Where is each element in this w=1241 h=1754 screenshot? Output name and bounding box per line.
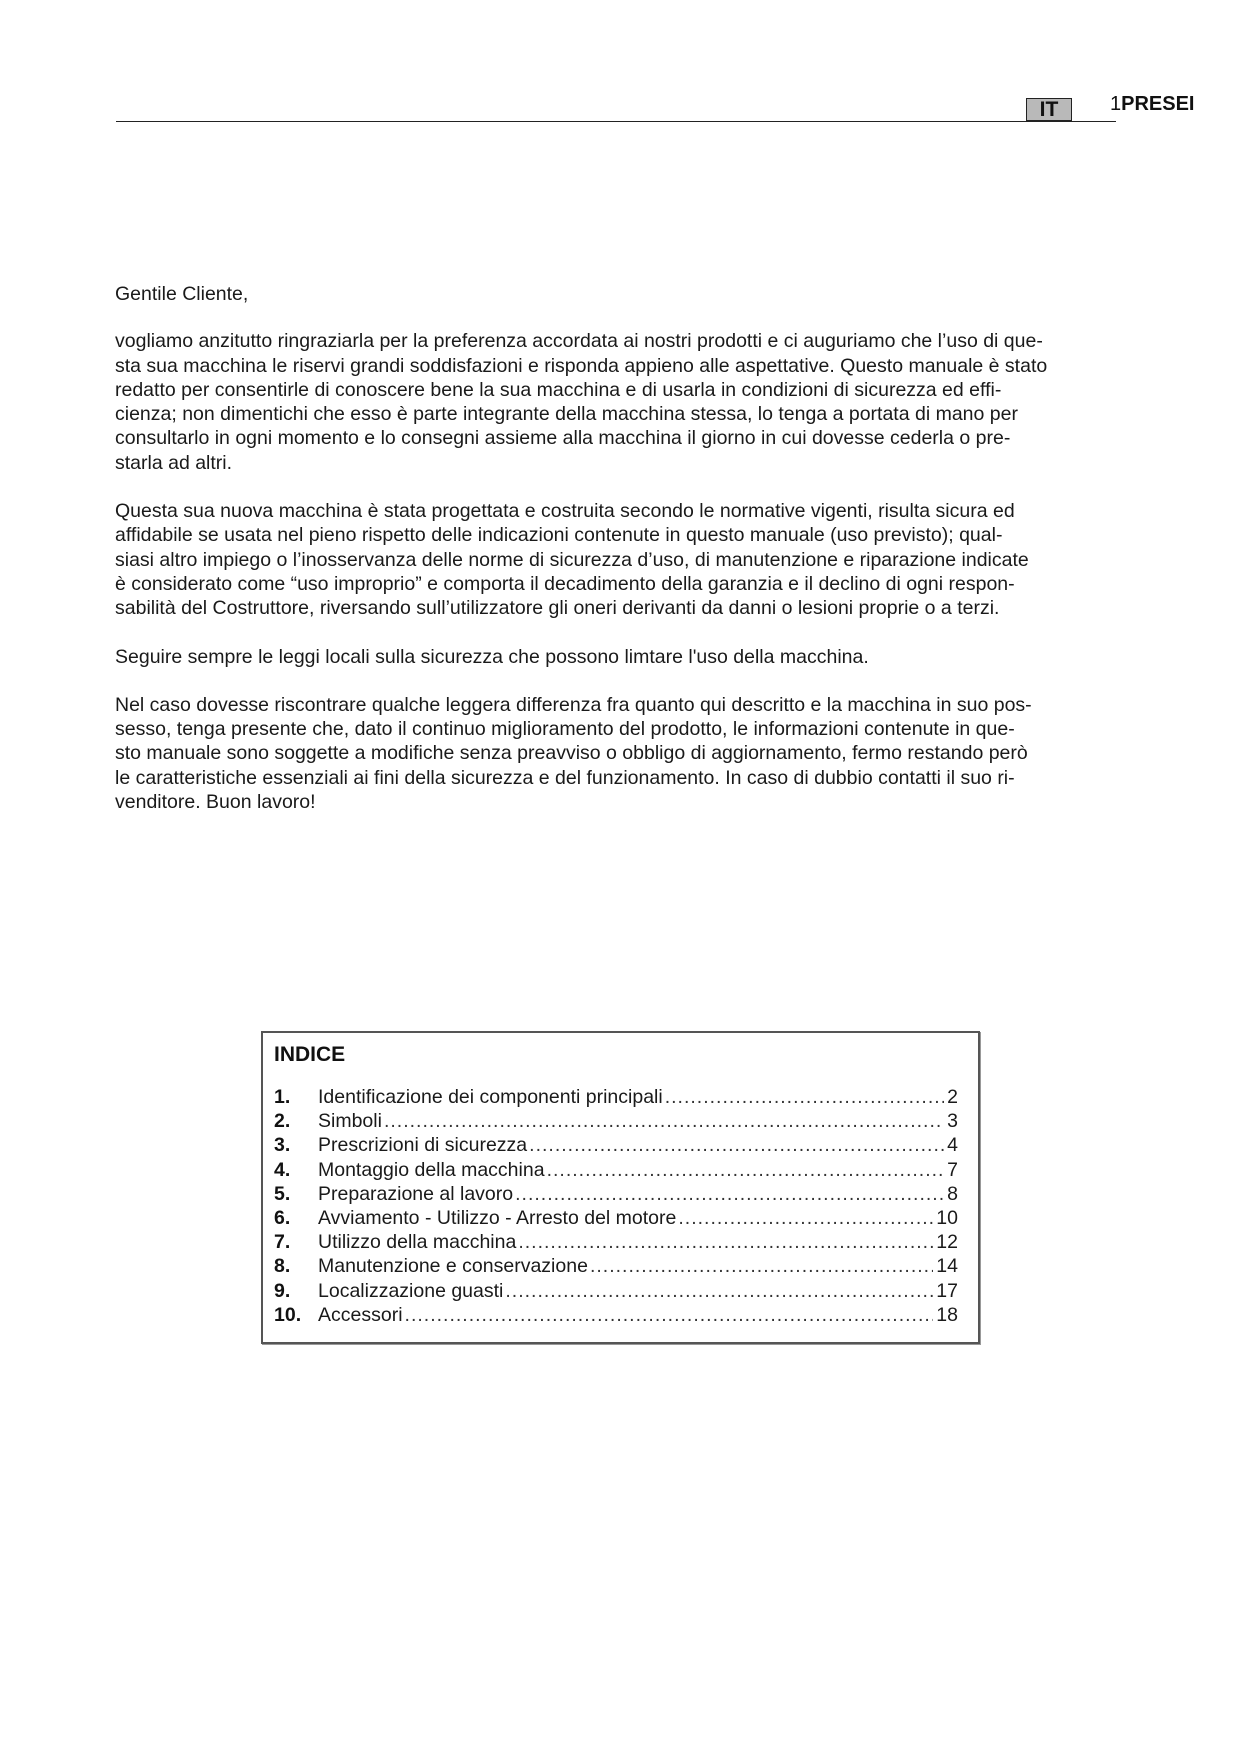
text-line: starla ad altri.: [115, 451, 233, 474]
toc-entry-number: 8.: [274, 1255, 291, 1278]
toc-entry-number: 1.: [274, 1086, 291, 1108]
toc-entry[interactable]: [274, 1158, 958, 1182]
text-line: le caratteristiche essenziali ai fini della sicurezza e del funzionamento. In caso di dubbio contatti il suo ri-: [115, 766, 1015, 789]
toc-entry-number: 10.: [274, 1303, 302, 1326]
toc-entry[interactable]: [274, 1182, 958, 1206]
text-line: è considerato come “uso improprio” e comporta il decadimento della garanzia e il declino di ogni respon-: [115, 572, 1015, 595]
toc-entry-label: Montaggio della macchina: [318, 1158, 545, 1181]
text-line: cienza; non dimentichi che esso è parte integrante della macchina stessa, lo tenga a portata di mano per: [115, 403, 1018, 426]
toc-entry-page: 8: [947, 1182, 958, 1205]
toc-entry-page: 12: [936, 1231, 958, 1254]
header-rule: [116, 121, 1116, 122]
text-line: affidabile se usata nel pieno rispetto delle indicazioni contenute in questo manuale (uso previsto); qual-: [115, 524, 1003, 547]
text-line: venditore. Buon lavoro!: [115, 791, 316, 814]
toc-entry[interactable]: [274, 1230, 958, 1254]
greeting: Gentile Cliente,: [115, 283, 249, 305]
header-section-label: PRESEI: [1121, 93, 1195, 115]
toc-leader-dots: [384, 1109, 944, 1133]
toc-leader-dots: [590, 1254, 933, 1278]
toc-entry-label: Identificazione dei componenti principali: [318, 1086, 663, 1108]
toc-entry-label: Preparazione al lavoro: [318, 1182, 514, 1205]
toc-entry[interactable]: [274, 1254, 958, 1278]
text-line: sabilità del Costruttore, riversando sull’utilizzatore gli oneri derivanti da danni o lesioni proprie o a terzi.: [115, 597, 1000, 620]
toc-entry-label: Manutenzione e conservazione: [318, 1255, 588, 1278]
toc-entry[interactable]: [274, 1279, 958, 1303]
toc-entry-number: 9.: [274, 1279, 291, 1302]
toc-entry-number: 7.: [274, 1231, 291, 1254]
table-of-contents: [261, 1031, 980, 1344]
toc-leader-dots: [547, 1158, 945, 1182]
toc-entry-label: Localizzazione guasti: [318, 1279, 504, 1302]
toc-entry-page: 4: [947, 1134, 958, 1157]
toc-title: INDICE: [274, 1043, 346, 1066]
toc-entry[interactable]: [274, 1303, 958, 1327]
toc-leader-dots: [505, 1279, 933, 1303]
toc-entry[interactable]: [274, 1085, 958, 1109]
header-page-number: 1: [1110, 93, 1122, 115]
toc-leader-dots: [678, 1206, 933, 1230]
text-line: Nel caso dovesse riscontrare qualche leggera differenza fra quanto qui descritto e la macchina in suo pos-: [115, 693, 1032, 716]
toc-entry[interactable]: [274, 1206, 958, 1230]
text-line: sesso, tenga presente che, dato il continuo miglioramento del prodotto, le informazioni contenute in que-: [115, 718, 1015, 741]
toc-entry-page: 10: [936, 1206, 958, 1229]
paragraph-differences: [115, 693, 1175, 814]
paragraph-safety: [115, 499, 1175, 620]
text-line: consultarlo in ogni momento e lo consegni assieme alla macchina il giorno in cui dovesse cederla o pre-: [115, 427, 1011, 450]
toc-entry-label: Simboli: [318, 1110, 382, 1133]
text-line: sto manuale sono soggette a modifiche senza preavviso o obbligo di aggiornamento, fermo restando però: [115, 742, 1028, 765]
text-line: vogliamo anzitutto ringraziarla per la preferenza accordata ai nostri prodotti e ci auguriamo che l’uso di que-: [115, 330, 1043, 353]
toc-entry-label: Prescrizioni di sicurezza: [318, 1134, 528, 1157]
toc-leader-dots: [665, 1085, 944, 1109]
text-line: Questa sua nuova macchina è stata progettata e costruita secondo le normative vigenti, risulta sicura ed: [115, 500, 1015, 523]
toc-entry-number: 5.: [274, 1182, 291, 1205]
language-badge: IT: [1026, 98, 1072, 121]
text-line: sta sua macchina le riservi grandi soddisfazioni e risponda appieno alle aspettative. Questo manuale è stato: [115, 354, 1048, 377]
paragraph-local-laws: [115, 645, 1175, 669]
toc-entry-page: 3: [947, 1110, 958, 1133]
paragraph-intro: [115, 329, 1175, 475]
toc-leader-dots: [515, 1182, 944, 1206]
header-section-title: [1110, 93, 1194, 116]
toc-entry-label: Accessori: [318, 1303, 403, 1326]
toc-entry-page: 17: [936, 1279, 958, 1302]
toc-entry-number: 3.: [274, 1134, 291, 1157]
toc-entry-page: 14: [936, 1255, 958, 1278]
toc-entry[interactable]: [274, 1109, 958, 1133]
toc-list: [274, 1085, 958, 1327]
toc-entry-label: Utilizzo della macchina: [318, 1231, 517, 1254]
toc-entry-page: 7: [947, 1158, 958, 1181]
toc-entry-page: 18: [936, 1303, 958, 1326]
letter-body: [115, 282, 1175, 838]
text-line: Seguire sempre le leggi locali sulla sicurezza che possono limtare l'uso della macchina.: [115, 645, 869, 668]
toc-entry-number: 6.: [274, 1206, 291, 1229]
toc-entry[interactable]: [274, 1133, 958, 1157]
toc-leader-dots: [518, 1230, 933, 1254]
toc-entry-page: 2: [947, 1086, 958, 1108]
text-line: redatto per consentirle di conoscere bene la sua macchina e di usarla in condizioni di sicurezza ed effi-: [115, 378, 1002, 401]
toc-leader-dots: [529, 1133, 944, 1157]
toc-leader-dots: [405, 1303, 934, 1327]
text-line: siasi altro impiego o l’inosservanza delle norme di sicurezza d’uso, di manutenzione e riparazione indicate: [115, 548, 1029, 571]
toc-entry-number: 4.: [274, 1158, 291, 1181]
toc-entry-label: Avviamento - Utilizzo - Arresto del motore: [318, 1206, 677, 1229]
toc-entry-number: 2.: [274, 1110, 291, 1133]
